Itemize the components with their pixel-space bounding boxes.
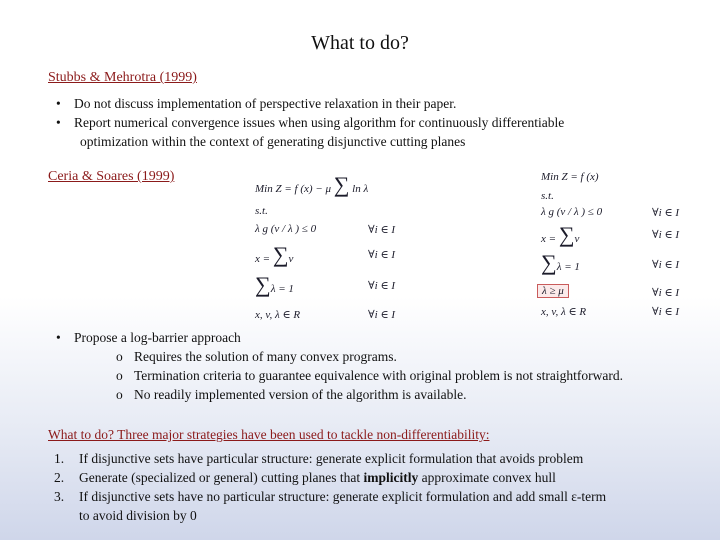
formula-left-forall-1: ∀i ∈ I	[368, 224, 396, 236]
section2-subitem-3	[116, 387, 467, 403]
bullet-marker: •	[56, 115, 61, 130]
formula-right-c1: λ g (v / λ ) ≤ 0	[541, 206, 603, 218]
section1-heading: Stubbs & Mehrotra (1999)	[48, 70, 197, 85]
formula-left-objective	[255, 172, 369, 197]
formula-right-c3	[541, 250, 580, 275]
item-text: If disjunctive sets have particular structure: generate explicit formulation that avoids problem	[79, 451, 584, 466]
section3-heading: What to do? Three major strategies have been used to tackle non-differentiability:	[48, 427, 490, 442]
formula-left-obj-tail: ln λ	[352, 183, 369, 195]
formula-right-forall-3: ∀i ∈ I	[652, 259, 680, 271]
section2-heading: Ceria & Soares (1999)	[48, 169, 175, 184]
item-number: 3.	[54, 489, 65, 504]
formula-right-forall-2: ∀i ∈ I	[652, 229, 680, 241]
formula-left-c2-text: x =	[255, 253, 273, 265]
bullet-text: Do not discuss implementation of perspective relaxation in their paper.	[74, 96, 457, 111]
item-text-bold: implicitly	[363, 470, 419, 485]
formula-right-st: s.t.	[541, 190, 554, 202]
subitem-text: Requires the solution of many convex programs.	[134, 349, 397, 364]
formula-right-objective: Min Z = f (x)	[541, 171, 599, 183]
item-number: 1.	[54, 451, 65, 466]
formula-right-highlighted-constraint: λ ≥ μ	[537, 284, 569, 298]
section2-subitem-1	[116, 349, 397, 365]
sub-marker: o	[116, 387, 123, 402]
sum-symbol-icon: ∑	[558, 222, 575, 247]
formula-right-c4: x, v, λ ∈ R	[541, 306, 587, 318]
formula-left-c1: λ g (v / λ ) ≤ 0	[255, 223, 317, 235]
formula-left-c3-tail: λ = 1	[270, 283, 294, 295]
formula-left-c3	[255, 272, 294, 297]
formula-left-forall-3: ∀i ∈ I	[368, 280, 396, 292]
item-text-post: approximate convex hull	[418, 470, 556, 485]
formula-left-st: s.t.	[255, 205, 268, 217]
subitem-text: Termination criteria to guarantee equivalence with original problem is not straightforward.	[134, 368, 624, 383]
item-number: 2.	[54, 470, 65, 485]
formula-right-c2	[541, 222, 580, 247]
section1-bullet-2-cont: optimization within the context of generating disjunctive cutting planes	[80, 134, 466, 149]
sub-marker: o	[116, 349, 123, 364]
sub-marker: o	[116, 368, 123, 383]
formula-right-c3-tail: λ = 1	[556, 261, 580, 273]
formula-left-c2-tail: v	[288, 253, 294, 265]
section1-bullet-1	[56, 96, 456, 112]
formula-right-forall-4: ∀i ∈ I	[652, 287, 680, 299]
formula-right-c2-tail: v	[574, 233, 580, 245]
formula-left-c4: x, v, λ ∈ R	[255, 309, 301, 321]
item-text-pre: Generate (specialized or general) cutting planes that	[79, 470, 364, 485]
bullet-text: Propose a log-barrier approach	[74, 330, 241, 345]
bullet-marker: •	[56, 96, 61, 111]
subitem-text: No readily implemented version of the algorithm is available.	[134, 387, 467, 402]
formula-right-forall-1: ∀i ∈ I	[652, 207, 680, 219]
sum-symbol-icon: ∑	[255, 272, 271, 297]
formula-left-forall-4: ∀i ∈ I	[368, 309, 396, 321]
strategy-item-3	[54, 489, 606, 505]
section2-bullet	[56, 330, 241, 346]
item-text: If disjunctive sets have no particular structure: generate explicit formulation and add small ε-term	[79, 489, 607, 504]
sum-symbol-icon: ∑	[272, 242, 289, 267]
formula-left-obj-text: Min Z = f (x) − μ	[255, 183, 331, 195]
sum-symbol-icon: ∑	[541, 250, 557, 275]
bullet-marker: •	[56, 330, 61, 345]
formula-left-forall-2: ∀i ∈ I	[368, 249, 396, 261]
section2-subitem-2	[116, 368, 623, 384]
formula-right-forall-5: ∀i ∈ I	[652, 306, 680, 318]
sum-symbol-icon: ∑	[333, 172, 350, 197]
strategy-item-2	[54, 470, 556, 486]
bullet-text: Report numerical convergence issues when using algorithm for continuously differentiable	[74, 115, 565, 130]
formula-right-c2-text: x =	[541, 233, 559, 245]
section1-bullet-2	[56, 115, 564, 131]
formula-left-c2	[255, 242, 294, 267]
strategy-item-1	[54, 451, 583, 467]
strategy-item-3-cont: to avoid division by 0	[79, 508, 197, 523]
slide-title: What to do?	[311, 32, 409, 54]
